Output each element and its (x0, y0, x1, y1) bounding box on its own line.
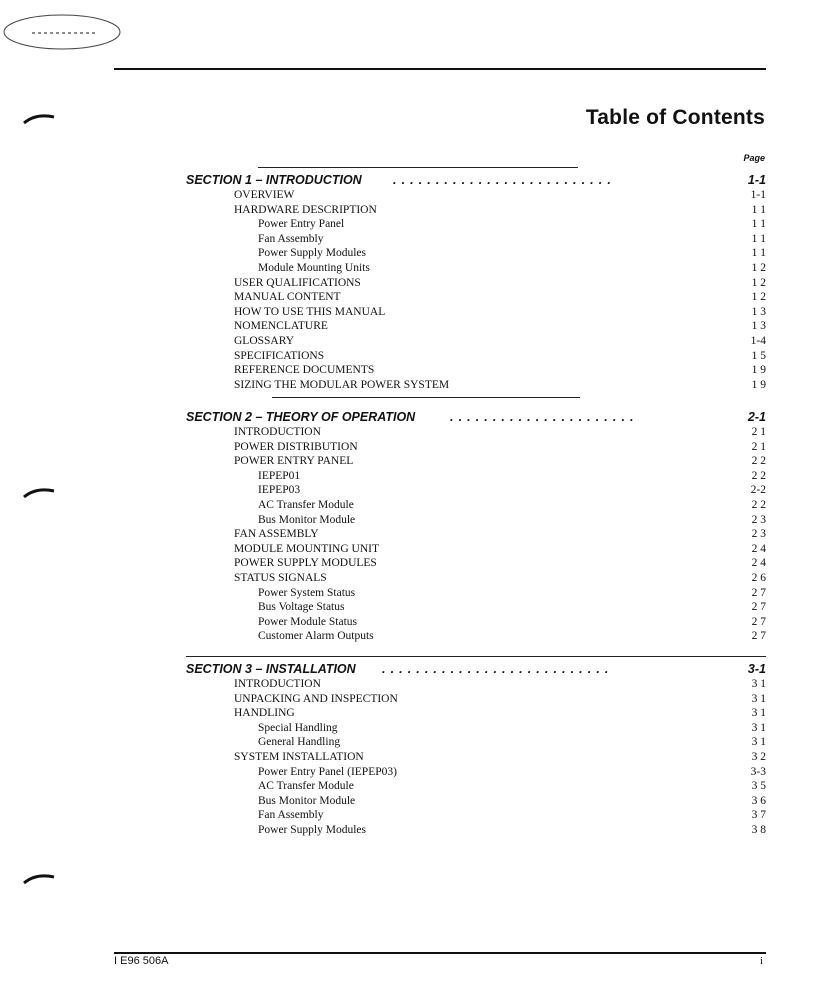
entry-label: Bus Monitor Module (258, 794, 356, 807)
entry-page: 1 9 (751, 364, 766, 377)
entry-label: IEPEP03 (258, 484, 301, 497)
entry-label: AC Transfer Module (258, 498, 354, 511)
toc-entry[interactable] (186, 247, 766, 262)
entry-page: 3 8 (751, 823, 766, 836)
toc-entry[interactable] (186, 678, 766, 693)
entry-label: MODULE MOUNTING UNIT (234, 542, 380, 555)
entry-page: 2 2 (751, 498, 766, 511)
punch-mark (22, 485, 56, 499)
entry-page: 2 2 (751, 469, 766, 482)
toc-entry[interactable] (186, 707, 766, 722)
toc-entry[interactable] (186, 528, 766, 543)
section-heading[interactable] (186, 173, 766, 189)
entry-page: 1 2 (751, 276, 766, 289)
entry-page: 1 2 (751, 261, 766, 274)
top-rule (114, 68, 766, 70)
section-page: 2-1 (747, 410, 766, 424)
page-title: Table of Contents (585, 106, 765, 129)
entry-label: Power Entry Panel (IEPEP03) (258, 765, 397, 778)
toc-entry[interactable] (186, 766, 766, 781)
toc-entry[interactable] (186, 601, 766, 616)
entry-label: POWER DISTRIBUTION (234, 440, 358, 453)
entry-label: HARDWARE DESCRIPTION (234, 203, 377, 216)
punch-mark (22, 871, 56, 885)
entry-page: 1 5 (751, 349, 766, 362)
entry-page: 1 3 (751, 305, 766, 318)
toc-entry[interactable] (186, 795, 766, 810)
toc-entry[interactable] (186, 364, 766, 379)
section-page: 3-1 (747, 662, 766, 676)
entry-label: NOMENCLATURE (234, 320, 328, 333)
entry-label: REFERENCE DOCUMENTS (234, 364, 375, 377)
stamp-mark (2, 12, 122, 52)
toc-entry[interactable] (186, 557, 766, 572)
entry-label: Bus Voltage Status (258, 601, 345, 614)
toc-entry[interactable] (186, 499, 766, 514)
entry-label: Power Supply Modules (258, 823, 366, 836)
entry-label: Power Entry Panel (258, 218, 345, 231)
entry-page: 1 1 (751, 218, 766, 231)
section-title: SECTION 1 – INTRODUCTION (186, 173, 362, 187)
toc-entry[interactable] (186, 722, 766, 737)
toc-entry[interactable] (186, 484, 766, 499)
entry-page: 2 7 (751, 601, 766, 614)
section-title: SECTION 3 – INSTALLATION (186, 662, 356, 676)
toc-entry[interactable] (186, 780, 766, 795)
toc-entry[interactable] (186, 218, 766, 233)
toc-entry[interactable] (186, 306, 766, 321)
dot-leader: ........................... (382, 662, 614, 676)
section-page: 1-1 (747, 173, 766, 187)
entry-page: 1 1 (751, 203, 766, 216)
entry-label: AC Transfer Module (258, 780, 354, 793)
entry-page: 2 1 (751, 426, 766, 438)
bottom-rule (114, 952, 766, 954)
dot-leader: .......................... (393, 173, 616, 187)
toc-entry[interactable] (186, 189, 766, 204)
toc-entry[interactable] (186, 291, 766, 306)
entry-label: SYSTEM INSTALLATION (234, 750, 364, 763)
toc-entry[interactable] (186, 751, 766, 766)
entry-page: 3 1 (751, 692, 766, 705)
dot-leader: ...................... (450, 410, 639, 424)
entry-page: 3 5 (751, 780, 766, 793)
entry-label: SPECIFICATIONS (234, 349, 325, 362)
entry-label: POWER ENTRY PANEL (234, 455, 354, 468)
punch-mark (22, 111, 56, 125)
toc-entry[interactable] (186, 824, 766, 839)
entry-page: 2 4 (751, 542, 766, 555)
entry-label: POWER SUPPLY MODULES (234, 557, 377, 570)
entry-page: 3 6 (751, 794, 766, 807)
entry-label: INTRODUCTION (234, 678, 321, 690)
entry-label: Bus Monitor Module (258, 513, 356, 526)
entry-label: Fan Assembly (258, 232, 324, 245)
entry-page: 3-3 (750, 765, 766, 778)
entry-label: HANDLING (234, 707, 295, 720)
entry-page: 1 9 (751, 378, 766, 391)
toc-entry[interactable] (186, 572, 766, 587)
section-2 (186, 410, 766, 645)
toc-entry[interactable] (186, 809, 766, 824)
entry-label: MANUAL CONTENT (234, 291, 341, 304)
toc-entry[interactable] (186, 693, 766, 708)
toc-entry[interactable] (186, 335, 766, 350)
entry-page: 2 2 (751, 455, 766, 468)
entry-label: UNPACKING AND INSPECTION (234, 692, 398, 705)
toc-entry[interactable] (186, 470, 766, 485)
entry-page: 2 7 (751, 630, 766, 643)
section-heading[interactable] (186, 410, 766, 426)
entry-page: 1 3 (751, 320, 766, 333)
entry-label: Power Module Status (258, 615, 358, 628)
entry-page: 3 1 (751, 721, 766, 734)
section-rule (272, 397, 580, 398)
entry-page: 3 1 (751, 736, 766, 749)
toc-entry[interactable] (186, 233, 766, 248)
toc-entry[interactable] (186, 262, 766, 277)
entry-page: 1 2 (751, 291, 766, 304)
entry-label: OVERVIEW (234, 189, 295, 201)
entry-page: 2 3 (751, 513, 766, 526)
document-id: I E96 506A (114, 955, 169, 967)
entry-label: Power Supply Modules (258, 247, 366, 260)
section-1 (186, 173, 766, 393)
entry-page: 3 1 (751, 707, 766, 720)
toc-entry[interactable] (186, 441, 766, 456)
toc-entry[interactable] (186, 379, 766, 394)
entry-page: 3 2 (751, 750, 766, 763)
toc-entry[interactable] (186, 350, 766, 365)
entry-label: USER QUALIFICATIONS (234, 276, 361, 289)
toc-entry[interactable] (186, 543, 766, 558)
entry-label: STATUS SIGNALS (234, 571, 327, 584)
entry-label: Power System Status (258, 586, 356, 599)
entry-label: Customer Alarm Outputs (258, 630, 374, 643)
section-rule (186, 656, 766, 657)
toc-entry[interactable] (186, 630, 766, 645)
page-column-header: Page (743, 153, 765, 163)
entry-label: GLOSSARY (234, 334, 295, 347)
entry-page: 2-2 (750, 484, 766, 497)
entry-label: INTRODUCTION (234, 426, 321, 438)
section-heading[interactable] (186, 662, 766, 678)
section-title: SECTION 2 – THEORY OF OPERATION (186, 410, 416, 424)
section-rule (258, 167, 578, 168)
entry-page: 1-1 (750, 189, 766, 201)
entry-page: 2 7 (751, 615, 766, 628)
entry-label: SIZING THE MODULAR POWER SYSTEM (234, 378, 450, 391)
entry-page: 2 6 (751, 571, 766, 584)
entry-label: Special Handling (258, 721, 338, 734)
entry-page: 1 1 (751, 247, 766, 260)
page-number: i (759, 955, 763, 967)
toc-entry[interactable] (186, 736, 766, 751)
toc-entry[interactable] (186, 320, 766, 335)
entry-page: 2 7 (751, 586, 766, 599)
entry-page: 1-4 (750, 334, 766, 347)
entry-page: 3 7 (751, 809, 766, 822)
entry-label: FAN ASSEMBLY (234, 528, 319, 541)
toc-entry[interactable] (186, 426, 766, 441)
entry-label: General Handling (258, 736, 341, 749)
toc-entry[interactable] (186, 514, 766, 529)
entry-page: 2 4 (751, 557, 766, 570)
toc-entry[interactable] (186, 587, 766, 602)
entry-label: Fan Assembly (258, 809, 324, 822)
toc-entry[interactable] (186, 204, 766, 219)
entry-label: HOW TO USE THIS MANUAL (234, 305, 386, 318)
toc-entry[interactable] (186, 455, 766, 470)
toc-entry[interactable] (186, 277, 766, 292)
entry-page: 3 1 (751, 678, 766, 690)
entry-label: Module Mounting Units (258, 261, 370, 274)
entry-page: 1 1 (751, 232, 766, 245)
entry-page: 2 1 (751, 440, 766, 453)
entry-page: 2 3 (751, 528, 766, 541)
entry-label: IEPEP01 (258, 469, 301, 482)
toc-entry[interactable] (186, 616, 766, 631)
section-3 (186, 662, 766, 839)
